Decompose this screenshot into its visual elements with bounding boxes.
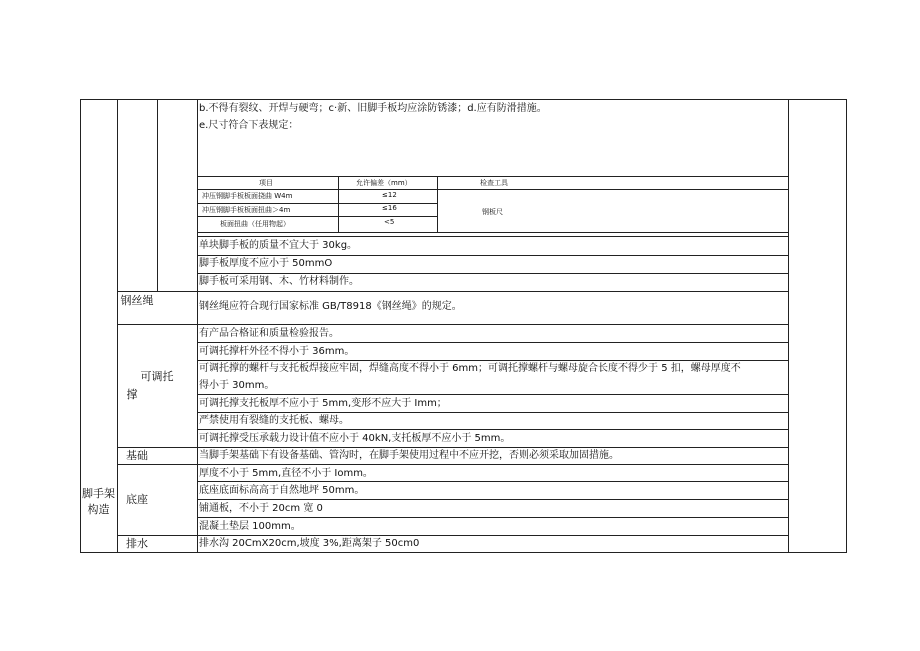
- adjustable-row: 可调托撑杆外径不得小于 36mm。: [199, 346, 355, 357]
- rule: [197, 412, 788, 413]
- board-material: 脚手板可采用钢、木、竹材料制作。: [199, 276, 359, 287]
- inner-header-tool: 检查工具: [480, 179, 508, 187]
- scaffold-structure-label: 脚手架: [82, 487, 115, 500]
- board-thickness: 脚手板厚度不应小于 50mmO: [199, 258, 333, 269]
- foundation-label: 基础: [126, 449, 148, 462]
- inner-row-item: 冲压钢脚手板板面挠曲 W4m: [202, 192, 293, 200]
- rule-top: [80, 99, 846, 100]
- wire-rope-text: 钢丝绳应符合现行国家标准 GB/T8918《钢丝绳》的规定。: [199, 301, 462, 312]
- rule: [197, 236, 788, 237]
- inner-row-value: ≤16: [382, 204, 397, 212]
- wire-rope-label: 钢丝绳: [120, 294, 154, 307]
- adjustable-row: 严禁使用有裂缝的支托板、螺母。: [199, 415, 349, 426]
- rule: [197, 394, 788, 395]
- rule: [197, 342, 788, 343]
- requirement-e: e.尺寸符合下表规定：: [199, 120, 299, 131]
- adjustable-row: 可调托撑支托板厚不应小于 5mm,变形不应大于 Imm；: [199, 398, 447, 409]
- base-row: 底座底面标高高于自然地坪 50mm。: [199, 485, 365, 496]
- adjustable-row: 得小于 30mm。: [199, 380, 275, 391]
- rule: [117, 464, 788, 465]
- base-row: 混凝土垫层 100mm。: [199, 521, 301, 532]
- rule: [117, 447, 788, 448]
- rule: [117, 99, 118, 553]
- adjustable-row: 可调托撑受压承载力设计值不应小于 40kN,支托板厚不应小于 5mm。: [199, 433, 511, 444]
- foundation-text: 当脚手架基础下有设备基础、管沟时，在脚手架使用过程中不应开挖，否则必须采取加固措施。: [199, 450, 619, 461]
- rule: [117, 535, 788, 536]
- rule: [197, 216, 437, 217]
- board-weight: 单块脚手板的质量不宜大于 30kg。: [199, 240, 358, 251]
- rule-right: [846, 99, 847, 553]
- rule: [197, 429, 788, 430]
- rule: [157, 99, 158, 291]
- drainage-text: 排水沟 20CmX20cm,坡度 3%,距离架子 50cm0: [199, 538, 420, 549]
- inner-row-item: 冲压钢脚手板板面扭曲＞4m: [202, 206, 291, 214]
- base-label: 底座: [126, 493, 148, 506]
- rule: [197, 481, 788, 482]
- inner-tool-value: 钢板尺: [482, 208, 503, 216]
- rule: [197, 360, 788, 361]
- rule: [117, 324, 788, 325]
- rule-bottom: [80, 552, 846, 553]
- rule-left: [80, 99, 81, 553]
- adjustable-row: 有产品合格证和质量检验报告。: [199, 328, 339, 339]
- inner-header-tolerance: 允许偏差（mm）: [356, 179, 412, 187]
- rule: [197, 517, 788, 518]
- rule: [197, 176, 788, 177]
- rule: [197, 99, 198, 553]
- inner-row-value: ≤12: [382, 191, 397, 199]
- drainage-label: 排水: [126, 537, 148, 550]
- rule: [197, 499, 788, 500]
- rule: [788, 99, 789, 553]
- base-row: 铺通板，不小于 20cm 宽 0: [199, 503, 323, 514]
- adjustable-support-label: 撑: [126, 388, 138, 401]
- inner-row-item: 板面扭曲（任用物起）: [220, 220, 290, 228]
- rule: [117, 291, 788, 292]
- inner-row-value: <5: [384, 218, 395, 226]
- rule: [197, 255, 788, 256]
- rule: [197, 203, 437, 204]
- rule: [197, 232, 788, 233]
- requirement-b: b.不得有裂纹、开焊与硬弯；c·新、旧脚手板均应涂防锈漆；d.应有防滑措施。: [199, 103, 547, 114]
- rule: [197, 189, 788, 190]
- inner-header-item: 项目: [259, 179, 273, 187]
- rule: [338, 176, 339, 232]
- adjustable-row: 可调托撑的螺杆与支托板焊接应牢固，焊缝高度不得小于 6mm；可调托撑螺杆与螺母旋合长度不得少于 5 扣，螺母厚度不: [199, 363, 741, 374]
- scaffold-structure-label: 构造: [87, 503, 110, 516]
- base-row: 厚度不小于 5mm,直径不小于 Iomm。: [199, 468, 373, 479]
- rule: [197, 273, 788, 274]
- rule: [437, 176, 438, 232]
- adjustable-support-label: 可调托: [140, 370, 174, 383]
